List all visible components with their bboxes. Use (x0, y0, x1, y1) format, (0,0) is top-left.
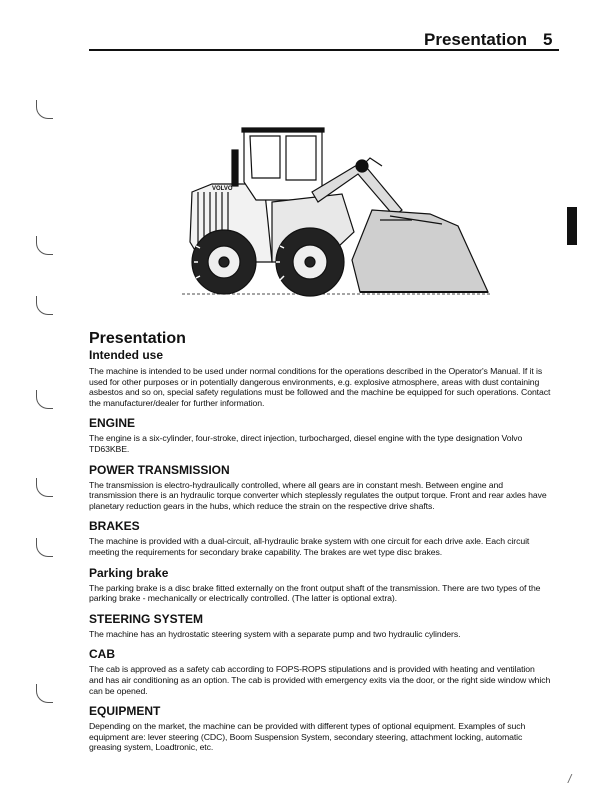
page-header-title: Presentation (424, 30, 527, 49)
main-title: Presentation (89, 330, 186, 347)
section-tab-marker (567, 207, 577, 245)
header-rule (89, 49, 559, 51)
section-heading: CAB (89, 647, 115, 662)
binder-hole-mark (36, 100, 53, 119)
section-text: The parking brake is a disc brake fitted externally on the front output shaft of the transmission. There are two types of the parking brake - mechanically or electrically controlled. (The latter is optional extra). (89, 582, 541, 604)
section-text: Depending on the market, the machine can be provided with different types of optional equipment. Examples of such equipment are: lever steering (CDC), Boom Suspension System, secondary steering, attachment locking, automatic greasing system, Loadtronic, etc. (89, 721, 526, 753)
binder-hole-mark (36, 478, 53, 497)
binder-hole-mark (36, 684, 53, 703)
section-heading: STEERING SYSTEM (89, 611, 204, 626)
binder-hole-mark (36, 236, 53, 255)
section-text: The engine is a six-cylinder, four-stroke, direct injection, turbocharged, diesel engine with the type designation Volvo TD63KBE. (89, 433, 523, 454)
document-body (89, 330, 551, 753)
pen-mark: / (568, 772, 572, 786)
section-heading: BRAKES (89, 519, 140, 534)
section-text: The machine has an hydrostatic steering system with a separate pump and two hydraulic cylinders. (89, 628, 461, 639)
section-text: The cab is approved as a safety cab according to FOPS-ROPS stipulations and is provided with heating and ventilation and has air conditioning as an option. The cab is provided with emergency exits via the door, or the right side window which can be opened. (89, 664, 551, 696)
binder-hole-mark (36, 296, 53, 315)
wheel-loader-illustration (172, 122, 502, 308)
section-heading: Parking brake (89, 565, 169, 580)
section-text: The transmission is electro-hydraulically controlled, where all gears are in constant mesh. Between engine and transmission there is an hydraulic torque converter which steplessly regulates the output torque. Front and rear axles have planetary reduction gears in the hubs, which reduce the strain on the respective drive shafts. (89, 479, 547, 511)
section-text: The machine is provided with a dual-circuit, all-hydraulic brake system with one circuit for each drive axle. Each circuit meeting the requirements for secondary brake capability. The brakes are wet type disc brakes. (89, 536, 530, 557)
section-heading: ENGINE (89, 416, 136, 431)
binder-hole-mark (36, 390, 53, 409)
intended-use-text: The machine is intended to be used under normal conditions for the operations described in the Operator's Manual. If it is used for other purposes or in potentially dangerous environments, e.g. explosive atmosphere, areas with dust containing asbestos and so on, special safety regulations must be followed and the machine be equipped for such operations. Contact the manufacturer/dealer for further information. (89, 366, 551, 408)
binder-hole-mark (36, 538, 53, 557)
section-heading: EQUIPMENT (89, 704, 161, 719)
page-number: 5 (543, 30, 553, 49)
intended-use-heading: Intended use (89, 348, 164, 362)
loader-brand-text: VOLVO (212, 186, 233, 192)
section-heading: POWER TRANSMISSION (89, 462, 230, 477)
